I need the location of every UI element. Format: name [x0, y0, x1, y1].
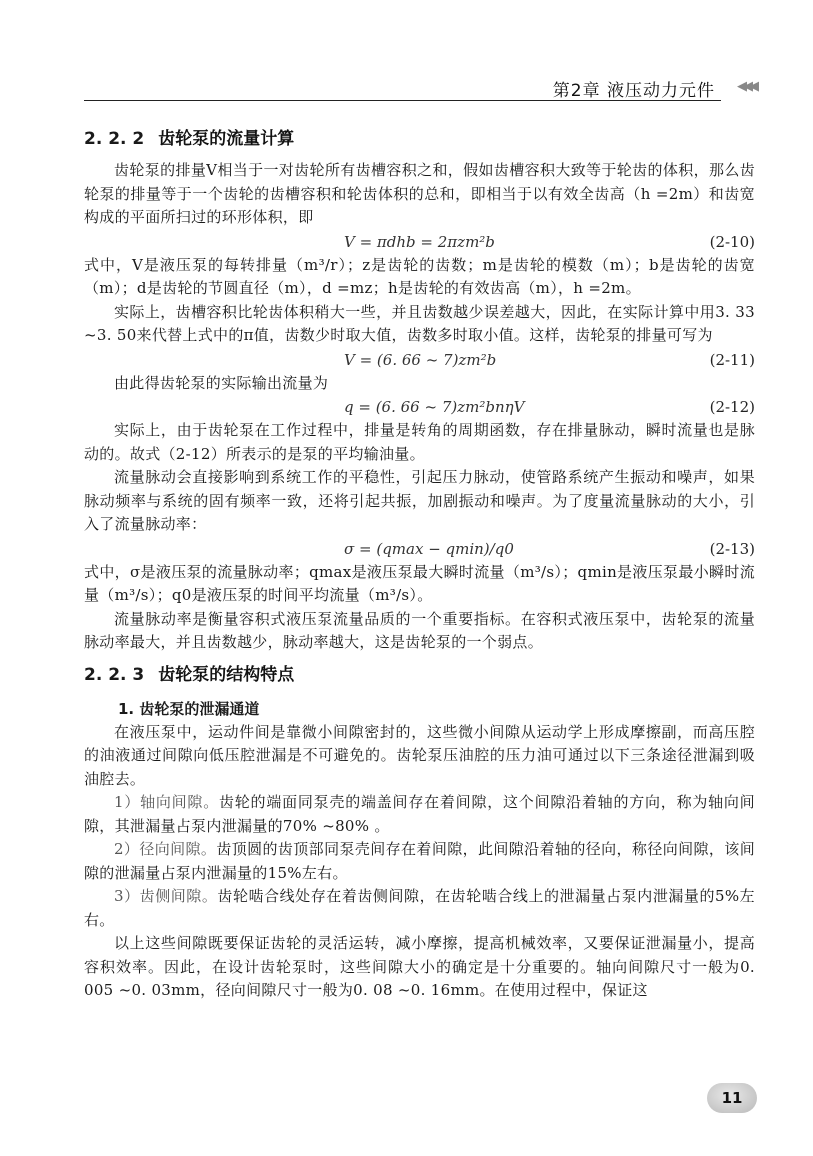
- paragraph: 在液压泵中，运动件间是靠微小间隙密封的，这些微小间隙从运动学上形成摩擦副，而高压腔的油液通过间隙向低压腔泄漏是不可避免的。齿轮泵压油腔的压力油可通过以下三条途径泄漏到吸油腔去。: [84, 722, 755, 788]
- section-number: 2. 2. 3: [84, 664, 145, 685]
- paragraph: 式中，V是液压泵的每转排量（m³/r）；z是齿轮的齿数；m是齿轮的模数（m）；b是齿轮的齿宽（m）；d是齿轮的节圆直径（m），d =mz；h是齿轮的有效齿高（m），h =2m。: [84, 255, 755, 297]
- paragraph: 由此得齿轮泵的实际输出流量为: [114, 373, 329, 392]
- paragraph: 流量脉动会直接影响到系统工作的平稳性，引起压力脉动，使管路系统产生振动和噪声，如果脉动频率与系统的固有频率一致，还将引起共振，加剧振动和噪声。为了度量流量脉动的大小，引入了流量脉动率：: [84, 468, 755, 533]
- equation-number: (2-12): [709, 398, 755, 416]
- list-item: [84, 885, 755, 932]
- list-item-text: 齿轮啮合线处存在着齿侧间隙，在齿轮啮合线上的泄漏量占泵内泄漏量的5%左右。: [84, 887, 755, 929]
- equation-number: (2-11): [709, 350, 755, 369]
- page-number: 11: [707, 1083, 757, 1113]
- equation-2-12: [84, 395, 755, 419]
- double-arrow-icon: ◀◀◀: [737, 79, 755, 94]
- equation-number: (2-13): [709, 539, 755, 558]
- header-rule: [84, 100, 721, 101]
- equation-expression: q = (6. 66 ~ 7)zm²bnηV: [344, 398, 525, 416]
- paragraph: 流量脉动率是衡量容积式液压泵流量品质的一个重要指标。在容积式液压泵中，齿轮泵的流量脉动率最大，并且齿数越少，脉动率越大，这是齿轮泵的一个弱点。: [84, 609, 755, 651]
- section-title: 齿轮泵的流量计算: [158, 129, 295, 149]
- paragraph: 实际上，齿槽容积比轮齿体积稍大一些，并且齿数越少误差越大，因此，在实际计算中用3. 33 ~3. 50来代替上式中的π值，齿数少时取大值，齿数多时取小值。这样，齿轮泵的排量可写为: [84, 302, 755, 344]
- equation-expression: V = (6. 66 ~ 7)zm²b: [344, 350, 497, 369]
- list-item: [84, 791, 755, 838]
- paragraph: 以上这些间隙既要保证齿轮的灵活运转，减小摩擦，提高机械效率，又要保证泄漏量小，提高容积效率。因此，在设计齿轮泵时，这些间隙大小的确定是十分重要的。轴向间隙尺寸一般为0. 005 ~0. 03mm，径向间隙尺寸一般为0. 08 ~0. 16mm。在使用过程中，保证这: [84, 934, 755, 999]
- section-title: 齿轮泵的结构特点: [158, 664, 295, 685]
- running-header: [84, 74, 755, 104]
- section-heading-2-2-2: [84, 125, 755, 153]
- list-item: [84, 838, 755, 885]
- equation-2-11: [84, 348, 755, 372]
- chapter-title: 第2章 液压动力元件: [552, 81, 715, 101]
- section-heading-2-2-3: [84, 661, 755, 689]
- list-item-label: 3）齿侧间隙。: [114, 887, 218, 905]
- section-number: 2. 2. 2: [84, 129, 145, 149]
- paragraph: 齿轮泵的排量V相当于一对齿轮所有齿槽容积之和，假如齿槽容积大致等于轮齿的体积，那么齿轮泵的排量等于一个齿轮的齿槽容积和轮齿体积的总和，即相当于以有效全齿高（h =2m）和齿宽构成的平面所扫过的环形体积，即: [84, 161, 755, 226]
- subsection-heading: 1. 齿轮泵的泄漏通道: [118, 699, 260, 718]
- list-item-label: 2）径向间隙。: [114, 840, 217, 858]
- equation-number: (2-10): [709, 232, 755, 251]
- page-content: [84, 125, 755, 1003]
- paragraph: 实际上，由于齿轮泵在工作过程中，排量是转角的周期函数，存在排量脉动，瞬时流量也是脉动的。故式（2-12）所表示的是泵的平均输油量。: [84, 421, 755, 463]
- equation-expression: σ = (qmax − qmin)/q0: [344, 539, 514, 558]
- paragraph: 式中，σ是液压泵的流量脉动率；qmax是液压泵最大瞬时流量（m³/s）；qmin是液压泵最小瞬时流量（m³/s）；q0是液压泵的时间平均流量（m³/s）。: [84, 562, 755, 604]
- list-item-text: 齿轮的端面同泵壳的端盖间存在着间隙，这个间隙沿着轴的方向，称为轴向间隙，其泄漏量占泵内泄漏量的70% ~80% 。: [84, 793, 755, 835]
- list-item-text: 齿顶圆的齿顶部同泵壳间存在着间隙，此间隙沿着轴的径向，称径向间隙，该间隙的泄漏量占泵内泄漏量的15%左右。: [84, 840, 755, 882]
- equation-2-10: [84, 230, 755, 254]
- equation-2-13: [84, 537, 755, 561]
- list-item-label: 1）轴向间隙。: [114, 793, 219, 811]
- equation-expression: V = πdhb = 2πzm²b: [344, 232, 495, 251]
